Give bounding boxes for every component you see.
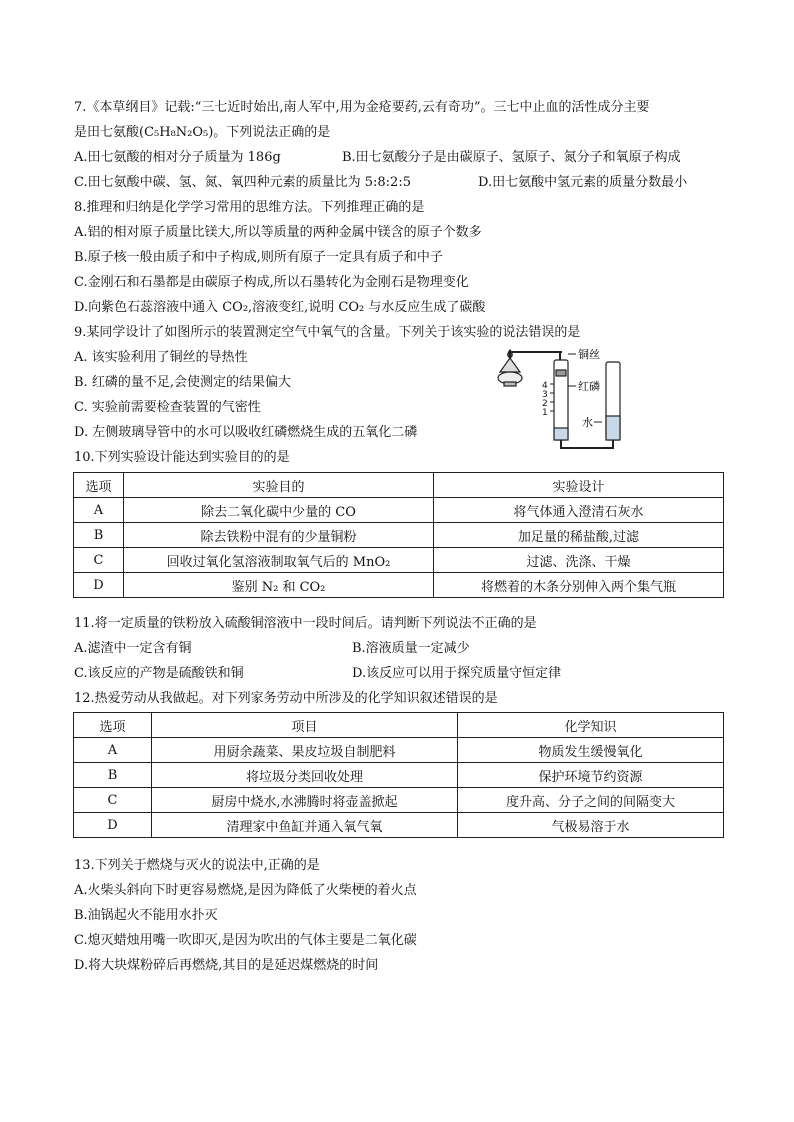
table-row [74, 523, 724, 548]
table-row [74, 788, 724, 813]
q13-stem: 13.下列关于燃烧与灭火的说法中,正确的是 [74, 858, 320, 873]
phosphorus-label: 红磷 [578, 380, 600, 393]
table-row [74, 763, 724, 788]
q9-option-a: A. 该实验利用了铜丝的导热性 [74, 350, 248, 365]
table-cell: 鉴别 N₂ 和 CO₂ [124, 573, 434, 598]
table-header-row [74, 473, 724, 498]
q9-stem: 9.某同学设计了如图所示的装置测定空气中氧气的含量。下列关于该实验的说法错误的是 [74, 325, 581, 340]
q8-option-d: D.向紫色石蕊溶液中通入 CO₂,溶液变红,说明 CO₂ 与水反应生成了碳酸 [74, 300, 486, 315]
header-cell: 实验设计 [434, 473, 724, 498]
q8-option-a: A.铝的相对原子质量比镁大,所以等质量的两种金属中镁含的原子个数多 [74, 225, 482, 240]
q10-stem: 10.下列实验设计能达到实验目的的是 [74, 450, 290, 465]
svg-text:4: 4 [542, 381, 548, 391]
q8-option-b: B.原子核一般由质子和中子构成,则所有原子一定具有质子和中子 [74, 250, 443, 265]
table-cell: 将燃着的木条分别伸入两个集气瓶 [434, 573, 724, 598]
table-cell: A [74, 498, 124, 523]
q12-stem: 12.热爱劳动从我做起。对下列家务劳动中所涉及的化学知识叙述错误的是 [74, 691, 498, 706]
svg-text:2: 2 [542, 399, 548, 409]
q7-option-a: A.田七氨酸的相对分子质量为 186g [74, 150, 281, 165]
table-cell: A [74, 738, 152, 763]
connecting-tube [561, 440, 613, 448]
table-cell: 加足量的稀盐酸,过滤 [434, 523, 724, 548]
tube-scale [542, 381, 554, 418]
table-cell: B [74, 523, 124, 548]
table-row [74, 813, 724, 838]
q7-option-c: C.田七氨酸中碳、氢、氮、氧四种元素的质量比为 5:8:2:5 [74, 175, 411, 190]
table-cell: D [74, 813, 152, 838]
table-cell: C [74, 788, 152, 813]
q11-stem: 11.将一定质量的铁粉放入硫酸铜溶液中一段时间后。请判断下列说法不正确的是 [74, 616, 537, 631]
table-row [74, 548, 724, 573]
q12-table [73, 712, 724, 838]
table-cell: D [74, 573, 124, 598]
water-label: 水 [582, 416, 593, 429]
header-cell: 选项 [74, 713, 152, 738]
q11-option-d: D.该反应可以用于探究质量守恒定律 [352, 666, 562, 681]
table-cell: 将气体通入澄清石灰水 [434, 498, 724, 523]
header-cell: 化学知识 [458, 713, 724, 738]
table-row [74, 738, 724, 763]
table-cell: 回收过氧化氢溶液制取氧气后的 MnO₂ [124, 548, 434, 573]
header-cell: 项目 [152, 713, 458, 738]
table-cell: 清理家中鱼缸并通入氧气氧 [152, 813, 458, 838]
table-cell: 除去二氧化碳中少量的 CO [124, 498, 434, 523]
q8-stem: 8.推理和归纳是化学学习常用的思维方法。下列推理正确的是 [74, 200, 425, 215]
q7-stem-line1: 7.《本草纲目》记载:“三七近时始出,南人军中,用为金疮要药,云有奇功”。三七中止血的活性成分主要 [74, 100, 650, 115]
table-row [74, 573, 724, 598]
copper-label: 铜丝 [578, 348, 600, 361]
q7-stem-line2: 是田七氨酸(C₅H₈N₂O₅)。下列说法正确的是 [74, 125, 331, 140]
q11-option-b: B.溶液质量一定减少 [352, 641, 470, 656]
header-cell: 选项 [74, 473, 124, 498]
table-cell: 过滤、洗涤、干燥 [434, 548, 724, 573]
svg-text:1: 1 [542, 408, 548, 418]
table-cell: 用厨余蔬菜、果皮垃圾自制肥料 [152, 738, 458, 763]
table-cell: 厨房中烧水,水沸腾时将壶盖掀起 [152, 788, 458, 813]
q13-option-a: A.火柴头斜向下时更容易燃烧,是因为降低了火柴梗的着火点 [74, 883, 417, 898]
q9-option-d: D. 左侧玻璃导管中的水可以吸收红磷燃烧生成的五氧化二磷 [74, 425, 418, 440]
table-cell: 物质发生缓慢氧化 [458, 738, 724, 763]
q13-option-d: D.将大块煤粉碎后再燃烧,其目的是延迟煤燃烧的时间 [74, 958, 379, 973]
table-header-row [74, 713, 724, 738]
q7-option-d: D.田七氨酸中氢元素的质量分数最小 [478, 175, 688, 190]
q11-option-a: A.滤渣中一定含有铜 [74, 641, 192, 656]
q9-option-b: B. 红磷的量不足,会使测定的结果偏大 [74, 375, 291, 390]
table-cell: C [74, 548, 124, 573]
table-cell: 气极易溶于水 [458, 813, 724, 838]
q9-apparatus-figure [490, 346, 650, 456]
table-cell: 度升高、分子之间的间隔变大 [458, 788, 724, 813]
table-cell: 除去铁粉中混有的少量铜粉 [124, 523, 434, 548]
copper-wire [510, 352, 560, 360]
q7-option-b: B.田七氨酸分子是由碳原子、氢原子、氮分子和氧原子构成 [342, 150, 681, 165]
table-cell: B [74, 763, 152, 788]
svg-text:3: 3 [542, 390, 548, 400]
left-glass-tube [554, 360, 568, 440]
table-cell: 保护环境节约资源 [458, 763, 724, 788]
table-cell: 将垃圾分类回收处理 [152, 763, 458, 788]
header-cell: 实验目的 [124, 473, 434, 498]
q13-option-b: B.油锅起火不能用水扑灭 [74, 908, 218, 923]
q10-table [73, 472, 724, 598]
q8-option-c: C.金刚石和石墨都是由碳原子构成,所以石墨转化为金刚石是物理变化 [74, 275, 469, 290]
table-row [74, 498, 724, 523]
q9-option-c: C. 实验前需要检查装置的气密性 [74, 400, 261, 415]
right-glass-tube [606, 362, 620, 440]
q11-option-c: C.该反应的产物是硫酸铁和铜 [74, 666, 244, 681]
q13-option-c: C.熄灭蜡烛用嘴一吹即灭,是因为吹出的气体主要是二氧化碳 [74, 933, 417, 948]
